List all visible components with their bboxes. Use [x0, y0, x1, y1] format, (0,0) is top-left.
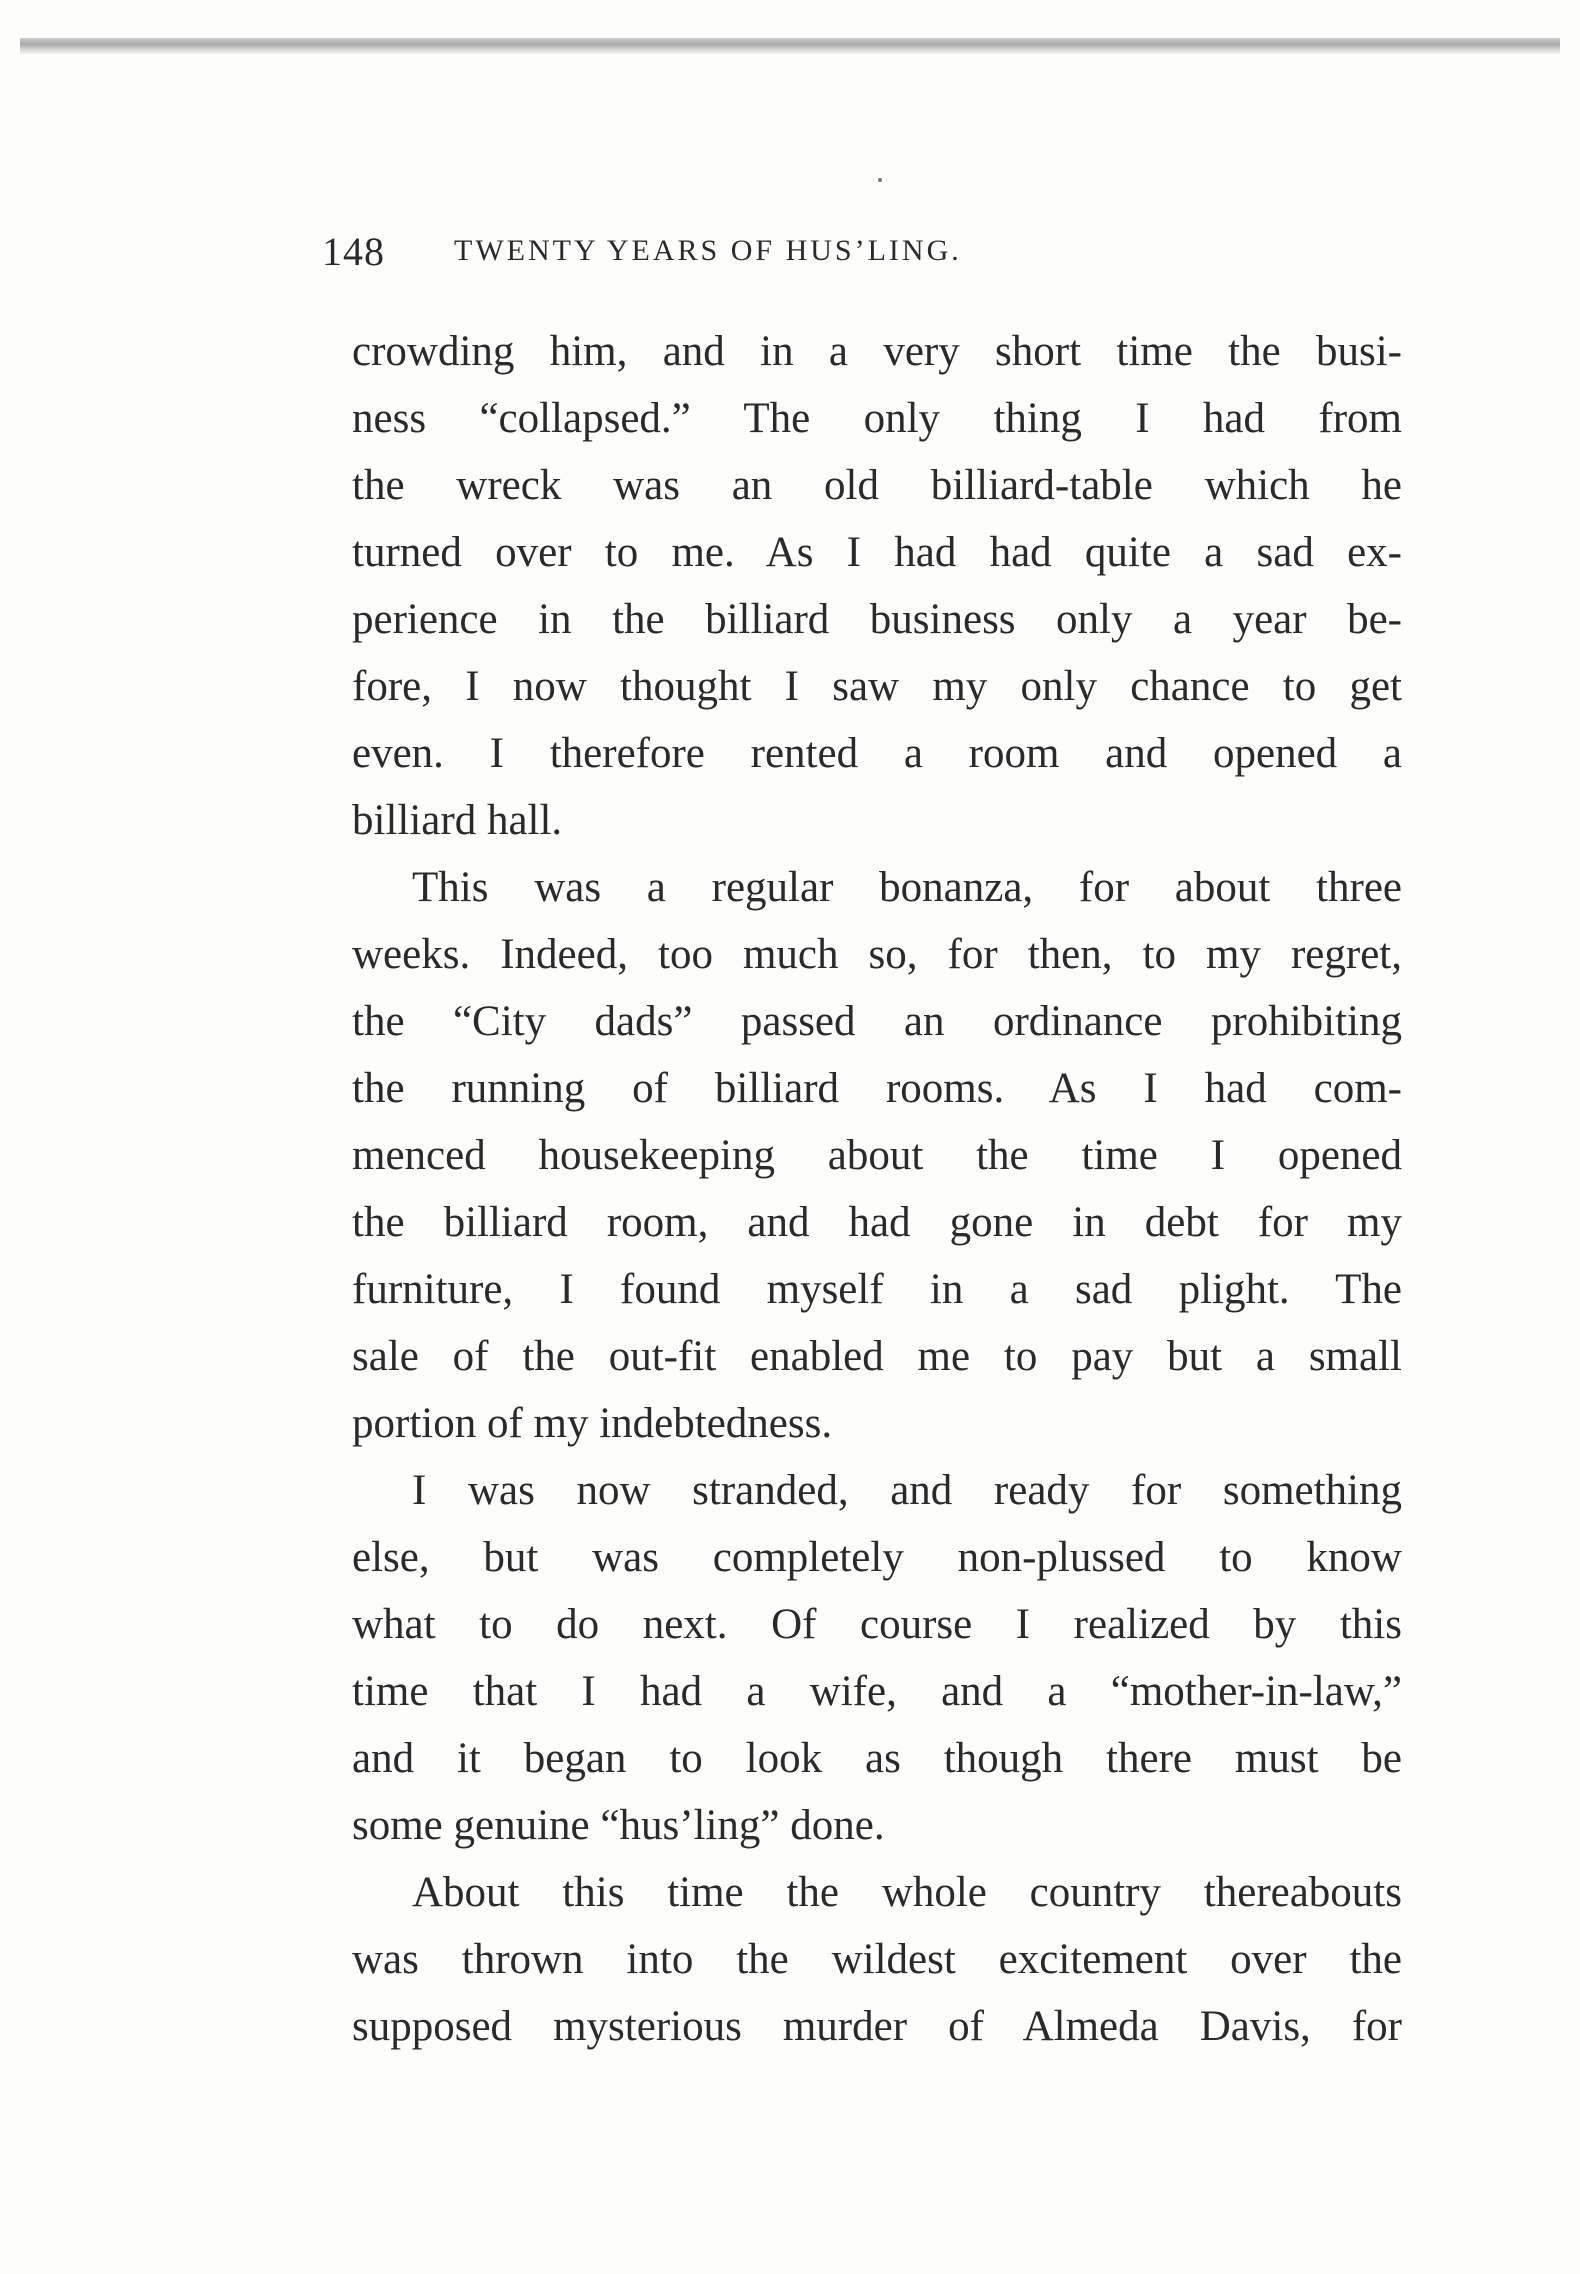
- text-line: and it began to look as though there must be: [352, 1735, 1402, 1782]
- scan-edge-border: [20, 38, 1560, 54]
- text-line: what to do next. Of course I realized by this: [352, 1601, 1402, 1648]
- ink-speck: [878, 178, 882, 182]
- text-line: furniture, I found myself in a sad plight. The: [352, 1266, 1402, 1313]
- body-text: [352, 318, 1402, 2060]
- text-line: perience in the billiard business only a year be-: [352, 596, 1402, 643]
- running-head: [322, 228, 1422, 288]
- text-line: even. I therefore rented a room and opened a: [352, 730, 1402, 777]
- text-line: billiard hall.: [352, 797, 563, 844]
- paragraph: [352, 854, 1402, 1457]
- paragraph: [352, 318, 1402, 854]
- text-line: the running of billiard rooms. As I had com-: [352, 1065, 1402, 1112]
- paragraph: [352, 1859, 1402, 2060]
- paragraph: [352, 1457, 1402, 1859]
- text-line: I was now stranded, and ready for something: [412, 1467, 1402, 1514]
- text-line: sale of the out-fit enabled me to pay but a small: [352, 1333, 1402, 1380]
- text-line: time that I had a wife, and a “mother-in-law,”: [352, 1668, 1402, 1715]
- text-line: was thrown into the wildest excitement over the: [352, 1936, 1402, 1983]
- text-line: fore, I now thought I saw my only chance to get: [352, 663, 1402, 710]
- text-line: turned over to me. As I had had quite a sad ex-: [352, 529, 1402, 576]
- text-line: the wreck was an old billiard-table which he: [352, 462, 1402, 509]
- text-line: crowding him, and in a very short time the busi-: [352, 328, 1402, 375]
- text-line: the “City dads” passed an ordinance prohibiting: [352, 998, 1402, 1045]
- text-line: portion of my indebtedness.: [352, 1400, 833, 1447]
- text-line: the billiard room, and had gone in debt for my: [352, 1199, 1402, 1246]
- text-line: About this time the whole country thereabouts: [412, 1869, 1402, 1916]
- text-line: some genuine “hus’ling” done.: [352, 1802, 885, 1849]
- running-head-title: TWENTY YEARS OF HUS’LING.: [454, 234, 962, 267]
- text-line: else, but was completely non-plussed to know: [352, 1534, 1402, 1581]
- text-line: weeks. Indeed, too much so, for then, to my regret,: [352, 931, 1402, 978]
- page-number: 148: [322, 229, 385, 274]
- text-line: supposed mysterious murder of Almeda Davis, for: [352, 2003, 1402, 2050]
- text-line: This was a regular bonanza, for about three: [412, 864, 1402, 911]
- text-line: ness “collapsed.” The only thing I had from: [352, 395, 1402, 442]
- text-line: menced housekeeping about the time I opened: [352, 1132, 1402, 1179]
